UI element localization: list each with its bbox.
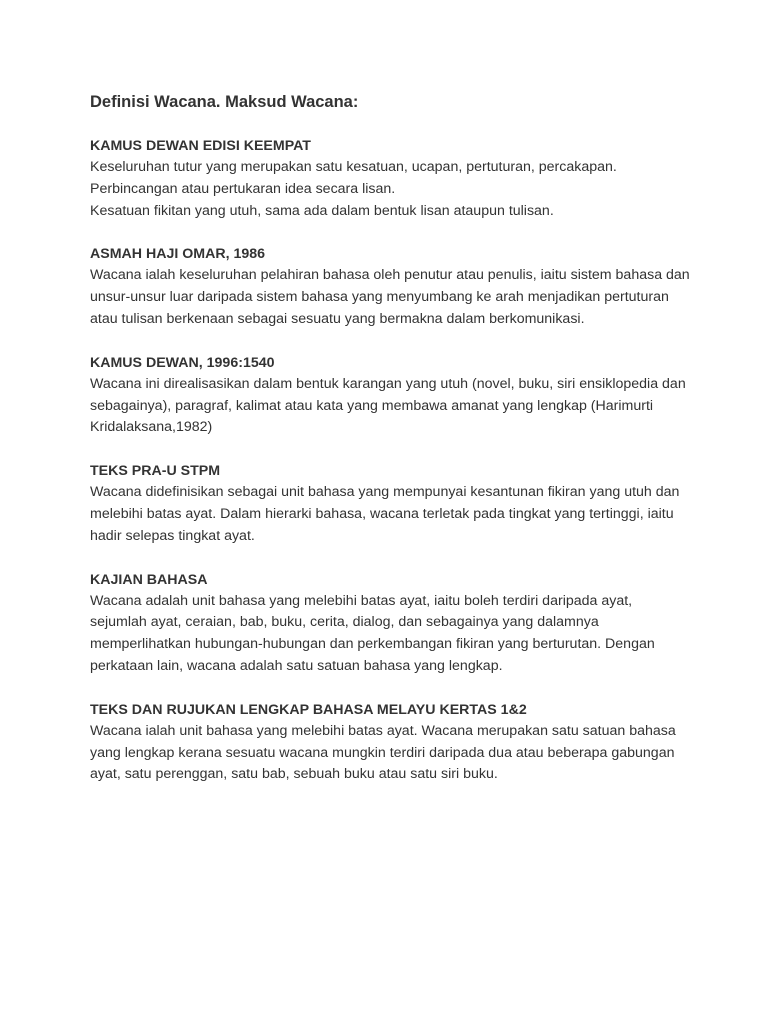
section [90,569,690,678]
section-paragraph: Wacana didefinisikan sebagai unit bahasa yang mempunyai kesantunan fikiran yang utuh dan melebihi batas ayat. Dalam hierarki bahasa, wacana terletak pada tingkat yang tertinggi, iaitu hadir selepas tingkat ayat. [90,484,680,544]
section-heading: TEKS DAN RUJUKAN LENGKAP BAHASA MELAYU KERTAS 1&2 [90,701,527,718]
section-body [90,157,690,222]
document-title: Definisi Wacana. Maksud Wacana: [90,93,359,111]
section-body [90,721,690,786]
section-heading: KAMUS DEWAN, 1996:1540 [90,354,275,371]
section [90,699,690,786]
section-paragraph: Kesatuan fikitan yang utuh, sama ada dalam bentuk lisan ataupun tulisan. [90,202,554,219]
section [90,243,690,330]
section-paragraph: Wacana ialah unit bahasa yang melebihi batas ayat. Wacana merupakan satu satuan bahasa yang lengkap kerana sesuatu wacana mungkin terdiri daripada dua atau beberapa gabungan ayat, satu perenggan, satu bab, sebuah buku atau satu siri buku. [90,722,676,783]
section-paragraph: Wacana adalah unit bahasa yang melebihi batas ayat, iaitu boleh terdiri daripada ayat, sejumlah ayat, ceraian, bab, buku, cerita, dialog, dan sebagainya yang dalamnya memperlihatkan hubungan-hubungan dan perkembangan fikiran yang berturutan. Dengan perkataan lain, wacana adalah satu satuan bahasa yang lengkap. [90,592,655,674]
section-paragraph: Wacana ialah keseluruhan pelahiran bahasa oleh penutur atau penulis, iaitu sistem bahasa dan unsur-unsur luar daripada sistem bahasa yang menyumbang ke arah menjadikan pertuturan atau tulisan berkenaan sebagai sesuatu yang bermakna dalam berkomunikasi. [90,267,690,327]
section-body [90,591,690,678]
section-list [90,135,690,786]
section-paragraph: Wacana ini direalisasikan dalam bentuk karangan yang utuh (novel, buku, siri ensiklopedia dan sebagainya), paragraf, kalimat atau kata yang membawa amanat yang lengkap (Harimurti Kridalaksana,1982) [90,375,686,436]
section-paragraph: Perbincangan atau pertukaran idea secara lisan. [90,180,396,197]
section-heading: KAJIAN BAHASA [90,571,208,588]
section [90,352,690,439]
document-content [90,90,690,786]
section-paragraph: Keseluruhan tutur yang merupakan satu kesatuan, ucapan, pertuturan, percakapan. [90,159,617,175]
section-body [90,265,690,330]
section [90,460,690,547]
section-body [90,482,690,547]
section-body [90,374,690,439]
section-heading: KAMUS DEWAN EDISI KEEMPAT [90,138,311,154]
section-heading: ASMAH HAJI OMAR, 1986 [90,246,266,263]
section [90,135,690,222]
section-heading: TEKS PRA-U STPM [90,463,221,480]
